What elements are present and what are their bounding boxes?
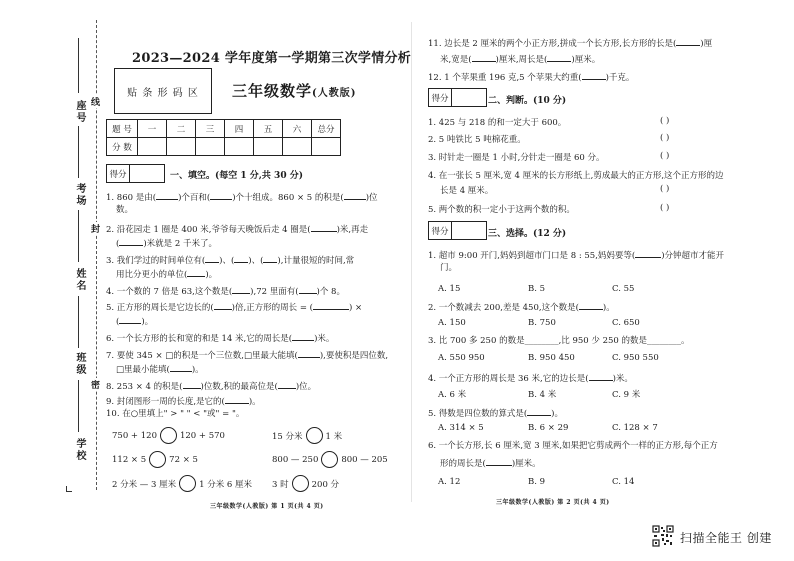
- compare-circle[interactable]: [306, 427, 323, 444]
- compare-item: 800 — 250 800 — 205: [272, 451, 388, 468]
- answer-blank[interactable]: [298, 348, 320, 358]
- choice-option[interactable]: A. 550 950: [438, 353, 485, 363]
- judge-paren[interactable]: ( ): [660, 151, 670, 161]
- choice-option[interactable]: B. 750: [528, 318, 556, 328]
- page-footer-2: 三年级数学(人教版) 第 2 页(共 4 页): [496, 499, 610, 506]
- question-1-11-cont: 米,宽是( )厘米,周长是( )厘米。: [440, 52, 600, 66]
- compare-circle[interactable]: [149, 451, 166, 468]
- scanner-watermark: 扫描全能王 创建: [680, 531, 772, 545]
- score-input-cell[interactable]: [254, 138, 283, 156]
- score-input-cell[interactable]: [312, 138, 341, 156]
- score-box: [428, 221, 487, 240]
- qr-code-icon: [652, 525, 674, 547]
- answer-blank[interactable]: [582, 70, 606, 80]
- binding-margin: [0, 0, 100, 561]
- choice-option[interactable]: C. 55: [612, 284, 635, 294]
- answer-blank[interactable]: [292, 331, 314, 341]
- question-1-7: 7. 要使 345 × □的积是一个三位数,□里最大能填( ),要使积是四位数,: [106, 348, 388, 362]
- choice-question-3: 3. 比 700 多 250 的数是________,比 950 少 250 的数是________。: [428, 336, 690, 346]
- compare-item: 2 分米 — 3 厘米 1 分米 6 厘米: [112, 475, 252, 492]
- judge-paren[interactable]: ( ): [660, 133, 670, 143]
- choice-option[interactable]: B. 4 米: [528, 390, 557, 400]
- score-input-cell[interactable]: [196, 138, 225, 156]
- choice-option[interactable]: A. 6 米: [438, 390, 467, 400]
- compare-circle[interactable]: [160, 427, 177, 444]
- subject-name: 三年级数学: [232, 82, 313, 100]
- page-footer-1: 三年级数学(人教版) 第 1 页(共 4 页): [210, 503, 324, 510]
- choice-option[interactable]: C. 650: [612, 318, 640, 328]
- choice-option[interactable]: A. 15: [438, 284, 461, 294]
- score-box-input[interactable]: [452, 89, 486, 106]
- choice-question-6: 6. 一个长方形,长 6 厘米,宽 3 厘米,如果把它剪成两个一样的正方形,每个正方: [428, 441, 718, 451]
- judge-item-cont: 长是 4 厘米。: [440, 186, 494, 196]
- answer-blank[interactable]: [527, 406, 551, 416]
- score-cell: 总分: [312, 120, 341, 138]
- answer-blank[interactable]: [187, 267, 205, 277]
- answer-blank[interactable]: [311, 222, 337, 232]
- score-cell: 三: [196, 120, 225, 138]
- choice-option[interactable]: A. 150: [438, 318, 466, 328]
- score-table: [106, 119, 341, 156]
- score-cell: 二: [167, 120, 196, 138]
- judge-paren[interactable]: ( ): [660, 203, 670, 213]
- score-cell: 分 数: [107, 138, 138, 156]
- judge-item: 1. 425 与 218 的和一定大于 600。: [428, 118, 567, 128]
- choice-option[interactable]: A. 314 × 5: [438, 423, 484, 433]
- score-box-label: 得分: [429, 222, 452, 239]
- score-box: [106, 164, 165, 183]
- judge-item: 4. 在一张长 5 厘米,宽 4 厘米的长方形纸上,剪成最大的正方形,这个正方形的边: [428, 171, 724, 181]
- margin-label-class: 班级: [74, 352, 85, 376]
- margin-line: [78, 210, 79, 262]
- margin-line: [78, 126, 79, 178]
- exam-title: 2023—2024 学年度第一学期第三次学情分析: [132, 51, 412, 66]
- choice-option[interactable]: B. 9: [528, 477, 546, 487]
- question-1-1-cont: 数。: [116, 205, 134, 215]
- answer-blank[interactable]: [170, 362, 192, 372]
- margin-label-seat: 座号: [74, 100, 85, 124]
- answer-blank[interactable]: [589, 371, 613, 381]
- corner-mark: [66, 486, 72, 492]
- margin-label-name: 姓名: [74, 268, 85, 292]
- choice-question-5: 5. 得数是四位数的算式是( )。: [428, 406, 563, 420]
- question-1-9: 9. 封闭图形一周的长度,是它的( )。: [106, 394, 261, 408]
- binding-char: 线: [91, 95, 100, 108]
- answer-blank[interactable]: [676, 36, 700, 46]
- question-1-11: 11. 边长是 2 厘米的两个小正方形,拼成一个长方形,长方形的长是( )厘: [428, 36, 712, 50]
- answer-blank[interactable]: [635, 248, 661, 258]
- judge-item: 2. 5 吨铁比 5 吨棉花重。: [428, 135, 526, 145]
- margin-line: [78, 38, 79, 93]
- question-1-6: 6. 一个长方形的长和宽的和是 14 米,它的周长是( )米。: [106, 331, 334, 345]
- judge-paren[interactable]: ( ): [660, 184, 670, 194]
- choice-option[interactable]: C. 950 550: [612, 353, 659, 363]
- question-1-5: 5. 正方形的周长是它边长的( )倍,正方形的周长 = ( ) ×: [106, 300, 362, 314]
- choice-option[interactable]: C. 128 × 7: [612, 423, 658, 433]
- section-1-title: 一、填空。(每空 1 分,共 30 分): [170, 171, 303, 181]
- compare-circle[interactable]: [292, 475, 309, 492]
- section-3-title: 三、选择。(12 分): [488, 229, 567, 239]
- question-1-2-cont: ( )米就是 2 千米了。: [116, 236, 217, 250]
- score-cell: 五: [254, 120, 283, 138]
- score-table-score-row: [107, 138, 341, 156]
- choice-option[interactable]: B. 950 450: [528, 353, 575, 363]
- subject-edition: (人教版): [312, 88, 357, 99]
- score-input-cell[interactable]: [138, 138, 167, 156]
- choice-option[interactable]: C. 9 米: [612, 390, 641, 400]
- judge-item: 5. 两个数的积一定小于这两个数的积。: [428, 205, 575, 215]
- choice-option[interactable]: B. 6 × 29: [528, 423, 569, 433]
- question-1-1: 1. 860 是由( )个百和( )个十组成。860 × 5 的积是( )位: [106, 190, 378, 204]
- choice-question-1-cont: 门。: [440, 263, 458, 273]
- choice-question-4: 4. 一个正方形的周长是 36 米,它的边长是( )米。: [428, 371, 633, 385]
- answer-blank[interactable]: [278, 379, 296, 389]
- score-cell: 四: [225, 120, 254, 138]
- score-cell: 六: [283, 120, 312, 138]
- binding-dashed-line: [96, 20, 97, 490]
- binding-char: 密: [91, 378, 100, 391]
- question-1-3: 3. 我们学过的时间单位有( )、( )、( ),计量很短的时间,常: [106, 253, 354, 267]
- question-1-5-cont: ( )。: [116, 314, 153, 328]
- answer-blank[interactable]: [472, 52, 496, 62]
- score-box: [428, 88, 487, 107]
- judge-paren[interactable]: ( ): [660, 116, 670, 126]
- answer-blank[interactable]: [183, 379, 201, 389]
- answer-blank[interactable]: [205, 253, 219, 263]
- subject-title: [232, 80, 356, 101]
- barcode-label: 贴 条 形 码 区: [127, 87, 199, 99]
- question-1-2: 2. 沿花园走 1 圈是 400 米,爷爷每天晚饭后走 4 圈是( )米,再走: [106, 222, 368, 236]
- margin-line: [78, 380, 79, 432]
- margin-label-room: 考场: [74, 183, 85, 207]
- answer-blank[interactable]: [119, 236, 143, 246]
- answer-blank[interactable]: [119, 314, 141, 324]
- score-box-label: 得分: [107, 165, 130, 182]
- section-2-title: 二、判断。(10 分): [488, 96, 567, 106]
- margin-label-school: 学校: [74, 438, 85, 462]
- margin-line: [78, 296, 79, 348]
- compare-item: 15 分米 1 米: [272, 427, 342, 444]
- answer-blank[interactable]: [486, 456, 512, 466]
- answer-blank[interactable]: [579, 300, 603, 310]
- score-box-input[interactable]: [452, 222, 486, 239]
- barcode-area: [114, 68, 212, 114]
- compare-circle[interactable]: [179, 475, 196, 492]
- choice-question-6-cont: 形的周长是( )厘米。: [440, 456, 541, 470]
- question-1-10: 10. 在○里填上" > " " < "或" = "。: [106, 409, 245, 419]
- score-table-header-row: [107, 120, 341, 138]
- score-input-cell[interactable]: [167, 138, 196, 156]
- answer-blank[interactable]: [210, 190, 232, 200]
- answer-blank[interactable]: [344, 190, 366, 200]
- score-box-label: 得分: [429, 89, 452, 106]
- choice-question-2: 2. 一个数减去 200,差是 450,这个数是( )。: [428, 300, 615, 314]
- question-1-7-cont: □里最小能填( )。: [116, 362, 204, 376]
- score-box-input[interactable]: [130, 165, 164, 182]
- score-input-cell[interactable]: [283, 138, 312, 156]
- question-1-3-cont: 用比分更小的单位( )。: [116, 267, 217, 281]
- page-divider: [411, 22, 412, 502]
- choice-option[interactable]: A. 12: [438, 477, 461, 487]
- question-1-8: 8. 253 × 4 的积是( )位数,积的最高位是( )位。: [106, 379, 316, 393]
- answer-blank[interactable]: [547, 52, 571, 62]
- judge-item: 3. 时针走一圈是 1 小时,分针走一圈是 60 分。: [428, 153, 605, 163]
- compare-circle[interactable]: [321, 451, 338, 468]
- choice-option[interactable]: C. 14: [612, 477, 635, 487]
- answer-blank[interactable]: [234, 253, 248, 263]
- binding-char: 封: [91, 222, 100, 235]
- answer-blank[interactable]: [263, 253, 277, 263]
- answer-blank[interactable]: [225, 394, 249, 404]
- choice-question-1: 1. 超市 9:00 开门,妈妈到超市门口是 8 : 55,妈妈要等( )分钟超市才能开: [428, 248, 724, 262]
- compare-item: 3 时 200 分: [272, 475, 339, 492]
- compare-item: 112 × 5 72 × 5: [112, 451, 198, 468]
- score-cell: 题 号: [107, 120, 138, 138]
- score-cell: 一: [138, 120, 167, 138]
- answer-blank[interactable]: [214, 300, 232, 310]
- answer-blank[interactable]: [299, 284, 317, 294]
- answer-blank[interactable]: [313, 300, 349, 310]
- choice-option[interactable]: B. 5: [528, 284, 546, 294]
- answer-blank[interactable]: [232, 284, 250, 294]
- compare-item: 750 + 120 120 + 570: [112, 427, 225, 444]
- score-input-cell[interactable]: [225, 138, 254, 156]
- answer-blank[interactable]: [156, 190, 178, 200]
- question-1-12: 12. 1 个苹果重 196 克,5 个苹果大约重( )千克。: [428, 70, 634, 84]
- question-1-4: 4. 一个数的 7 倍是 63,这个数是( ),72 里面有( )个 8。: [106, 284, 345, 298]
